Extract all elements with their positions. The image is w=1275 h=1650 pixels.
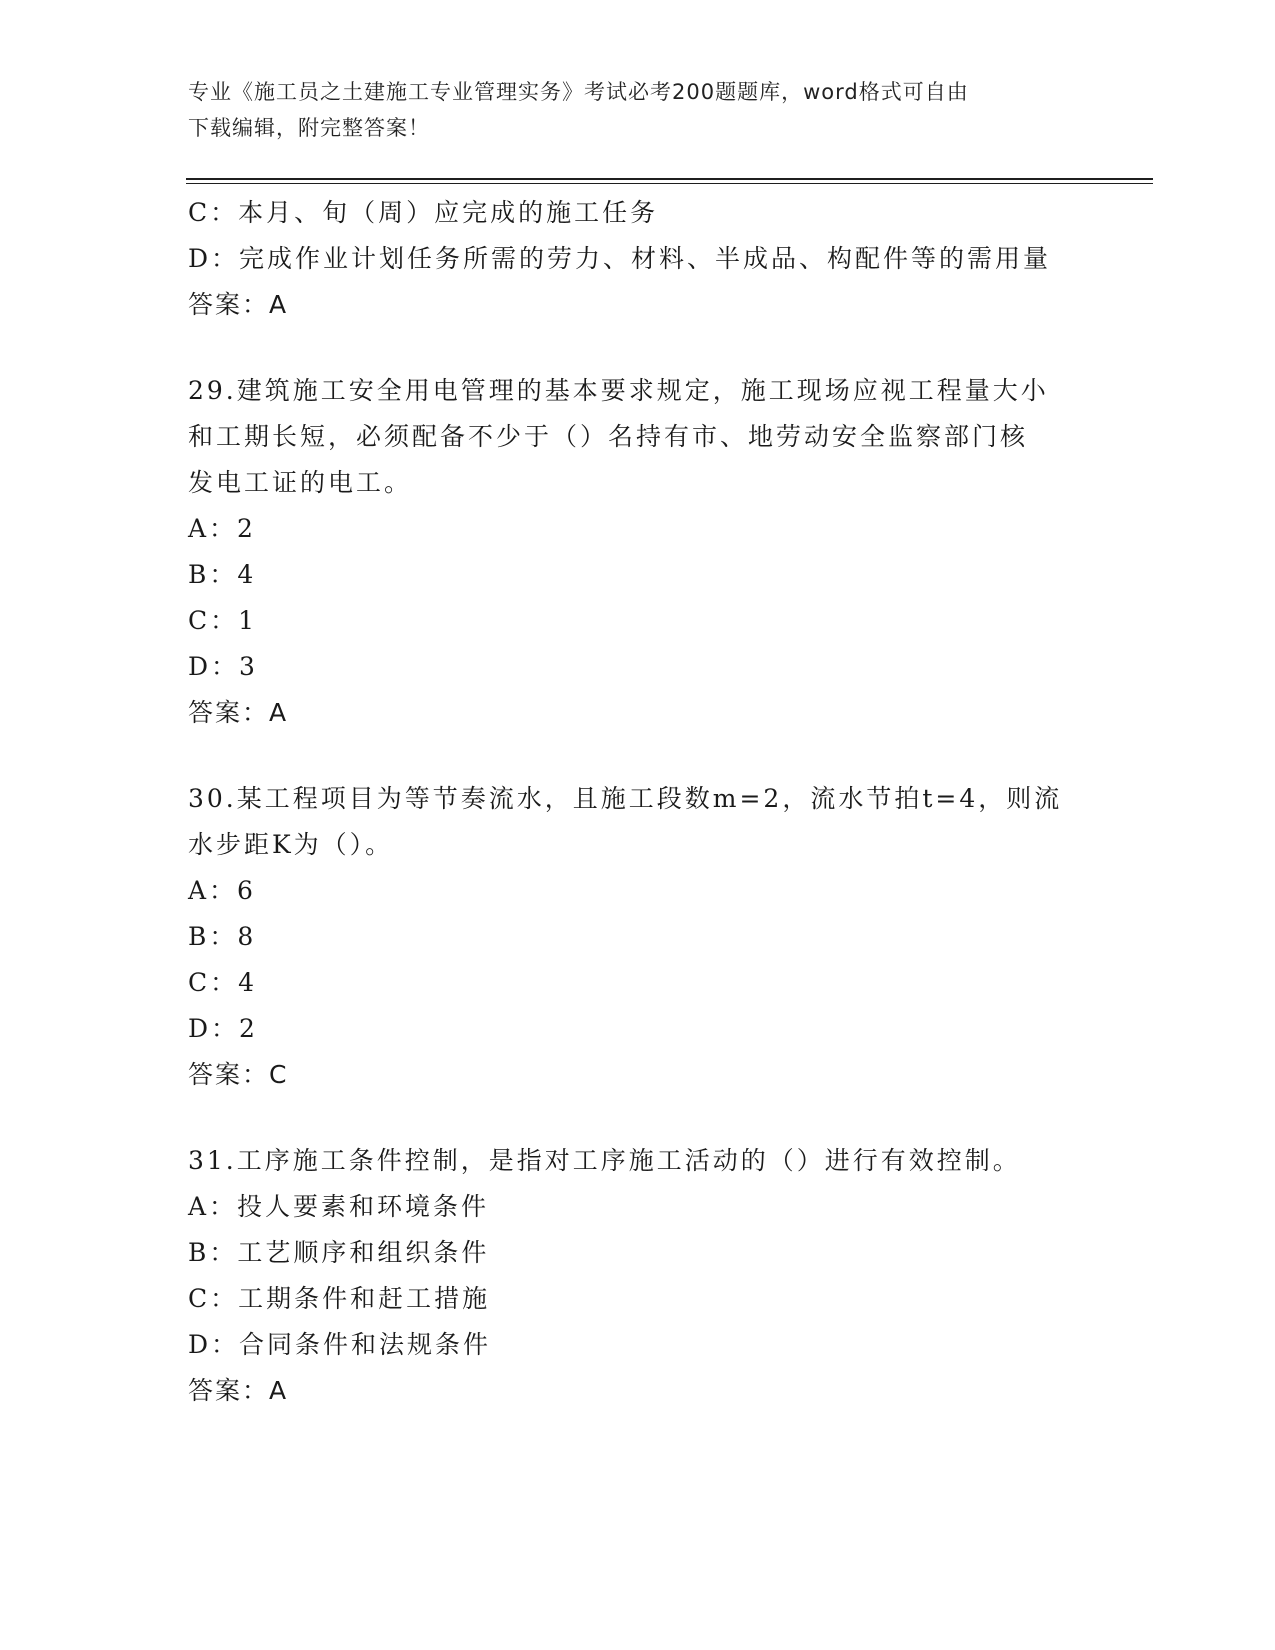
document-header	[188, 74, 1088, 146]
question-text-line: 30.某工程项目为等节奏流水，且施工段数m=2，流水节拍t=4，则流	[188, 784, 1063, 813]
option-d: D：完成作业计划任务所需的劳力、材料、半成品、构配件等的需用量	[188, 244, 1052, 273]
option-a: A：投人要素和环境条件	[188, 1192, 490, 1221]
option-d: D：2	[188, 1014, 258, 1043]
option-a: A：6	[188, 876, 256, 905]
question-29	[188, 368, 1088, 736]
option-b: B：工艺顺序和组织条件	[188, 1238, 490, 1267]
answer-line: 答案：A	[188, 698, 289, 727]
question-text-line: 29.建筑施工安全用电管理的基本要求规定，施工现场应视工程量大小	[188, 376, 1049, 405]
answer-line: 答案：C	[188, 1060, 289, 1089]
option-d: D：3	[188, 652, 258, 681]
question-text-line: 和工期长短，必须配备不少于（）名持有市、地劳动安全监察部门核	[188, 422, 1029, 451]
header-line-1: 专业《施工员之土建施工专业管理实务》考试必考200题题库，word格式可自由	[188, 80, 969, 104]
header-line-2: 下载编辑，附完整答案！	[188, 116, 430, 140]
option-a: A：2	[188, 514, 256, 543]
question-text-line: 水步距K为（）。	[188, 830, 394, 859]
option-c: C：工期条件和赶工措施	[188, 1284, 491, 1313]
spacer	[188, 736, 1088, 776]
question-30	[188, 776, 1088, 1098]
question-list	[188, 190, 1088, 1414]
header-divider-thick	[186, 178, 1153, 180]
spacer	[188, 1098, 1088, 1138]
option-b: B：4	[188, 560, 257, 589]
option-c: C：4	[188, 968, 258, 997]
option-d: D：合同条件和法规条件	[188, 1330, 492, 1359]
option-c: C：1	[188, 606, 258, 635]
question-31	[188, 1138, 1088, 1414]
question-text-line: 发电工证的电工。	[188, 468, 413, 497]
spacer	[188, 328, 1088, 368]
option-b: B：8	[188, 922, 257, 951]
header-divider-thin	[186, 183, 1153, 184]
answer-line: 答案：A	[188, 1376, 289, 1405]
question-28-continuation	[188, 190, 1088, 328]
question-text-line: 31.工序施工条件控制，是指对工序施工活动的（）进行有效控制。	[188, 1146, 1021, 1175]
answer-line: 答案：A	[188, 290, 289, 319]
option-c: C：本月、旬（周）应完成的施工任务	[188, 198, 659, 227]
